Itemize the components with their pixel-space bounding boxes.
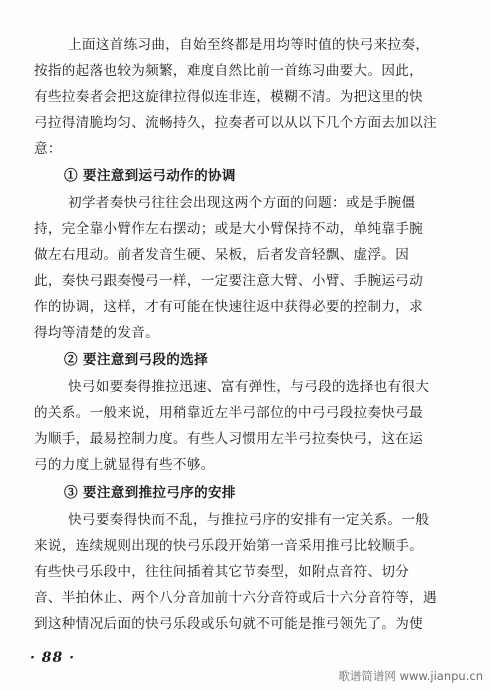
paragraph-2-line-2: 持，完全靠小臂作左右摆动；或是大小臂保持不动，单纯靠手腕 [34,221,424,237]
paragraph-1-line-4: 弓拉得清脆均匀、流畅持久，拉奏者可以从以下几个方面去加以注 [34,115,437,131]
paragraph-2-line-4: 此，奏快弓跟奏慢弓一样，一定要注意大臂、小臂、手腕运弓动 [34,273,424,289]
paragraph-2-line-1: 初学者奏快弓往往会出现这两个方面的问题：或是手腕僵 [68,195,416,211]
paragraph-4-line-5: 到这种情况后面的快弓乐段或乐句就不可能是推弓领先了。为使 [34,616,424,632]
paragraph-2-line-3: 做左右甩动。前者发音生硬、呆板，后者发音轻飘、虚浮。因 [34,247,410,263]
section-heading-2: ② 要注意到弓段的选择 [64,352,208,368]
paragraph-4-line-3: 有些快弓乐段中，往往间插着其它节奏型，如附点音符、切分 [34,564,410,580]
section-heading-3: ③ 要注意到推拉弓序的安排 [64,485,236,501]
paragraph-3-line-1: 快弓如要奏得推拉迅速、富有弹性，与弓段的选择也有很大 [68,379,430,395]
paragraph-2-line-6: 得均等清楚的发音。 [34,325,160,341]
paragraph-1-line-2: 按指的起落也较为频繁，难度自然比前一首练习曲要大。因此， [34,63,424,79]
paragraph-4-line-1: 快弓要奏得快而不乱，与推拉弓序的安排有一定关系。一般 [68,512,430,528]
paragraph-4-line-2: 来说，连续规则出现的快弓乐段开始第一音采用推弓比较顺手。 [34,538,424,554]
paragraph-3-line-3: 为顺手，最易控制力度。有些人习惯用左半弓拉奏快弓，这在运 [34,431,424,447]
section-heading-1: ① 要注意到运弓动作的协调 [64,168,236,184]
paragraph-2-line-5: 作的协调，这样，才有可能在快速往返中获得必要的控制力，求 [34,299,424,315]
paragraph-1-line-5: 意： [34,141,62,157]
paragraph-3-line-4: 弓的力度上就显得有些不够。 [34,457,215,473]
paragraph-4-line-4: 音、半拍休止、两个八分音加前十六分音符或后十六分音符等，遇 [34,590,437,606]
paragraph-1-line-3: 有些拉奏者会把这旋律拉得似连非连，模糊不清。为把这里的快 [34,89,424,105]
site-watermark: 歌谱简谱网 www.jianpu.cn [338,669,483,683]
page-number: · 88 · [30,650,75,666]
paragraph-1-line-1: 上面这首练习曲，自始至终都是用均等时值的快弓来拉奏， [68,37,430,53]
paragraph-3-line-2: 的关系。一般来说，用稍靠近左半弓部位的中弓弓段拉奏快弓最 [34,405,424,421]
